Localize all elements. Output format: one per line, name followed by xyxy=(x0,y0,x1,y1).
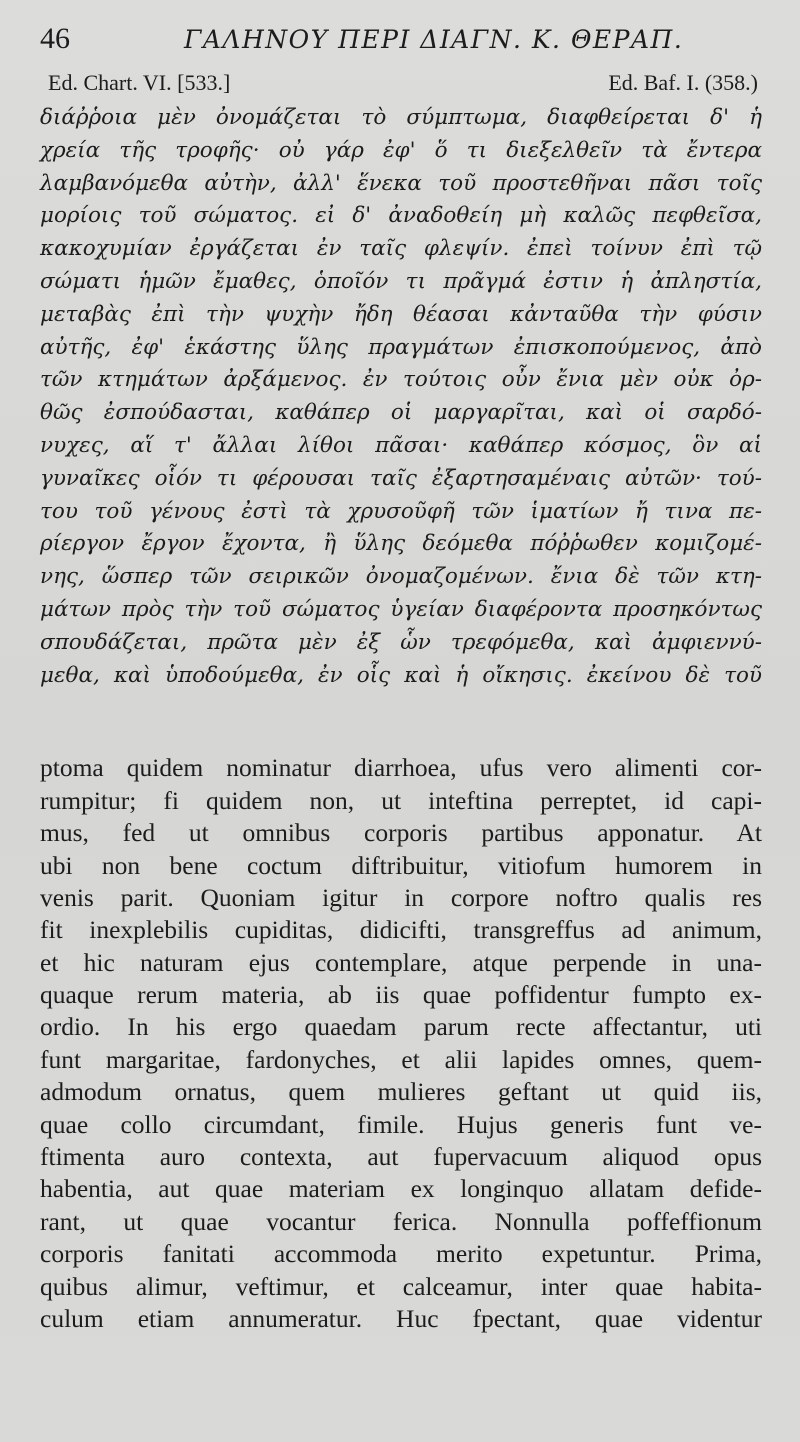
latin-text-line: habentia, aut quae materiam ex longinquo allatam defide- xyxy=(40,1174,762,1204)
latin-text-line: ordio. In his ergo quaedam parum recte affectantur, uti xyxy=(40,1012,762,1042)
greek-text-line: νης, ὥσπερ τῶν σειρικῶν ὀνομαζομένων. ἔνια δὲ τῶν κτη- xyxy=(40,564,762,590)
section-gap xyxy=(40,692,762,752)
greek-text-line: μάτων πρὸς τὴν τοῦ σώματος ὑγείαν διαφέροντα προσηκόντως xyxy=(40,596,762,622)
edition-reference-line xyxy=(40,70,762,100)
greek-text-line: μορίοις τοῦ σώματος. εἰ δ' ἀναδοθείη μὴ καλῶς πεφθεῖσα, xyxy=(40,203,762,229)
latin-text-line: venis parit. Quoniam igitur in corpore noftro qualis res xyxy=(40,882,762,912)
greek-text-line: λαμβανόμεθα αὐτὴν, ἀλλ' ἕνεκα τοῦ προστεθῆναι πᾶσι τοῖς xyxy=(40,170,762,196)
greek-text-line: του τοῦ γένους ἐστὶ τὰ χρυσοῦφῆ τῶν ἱματίων ἤ τινα πε- xyxy=(40,498,762,524)
latin-text-line: mus, fed ut omnibus corporis partibus apponatur. At xyxy=(40,818,762,848)
latin-text-line: quae collo circumdant, fimile. Hujus generis funt ve- xyxy=(40,1109,762,1139)
running-head xyxy=(40,22,762,66)
edition-reference-right: Ed. Baf. I. (358.) xyxy=(608,70,758,95)
latin-text-line: funt margaritae, fardonyches, et alii lapides omnes, quem- xyxy=(40,1044,762,1074)
greek-text-line: αὐτῆς, ἐφ' ἑκάστης ὕλης πραγμάτων ἐπισκοπούμενος, ἀπὸ xyxy=(40,334,762,360)
greek-text-block xyxy=(40,102,762,692)
greek-text-line: χρεία τῆς τροφῆς· οὐ γάρ ἐφ' ὅ τι διεξελθεῖν τὰ ἔντερα xyxy=(40,137,762,163)
greek-text-line: σπουδάζεται, πρῶτα μὲν ἐξ ὧν τρεφόμεθα, καὶ ἀμφιεννύ- xyxy=(40,629,762,655)
running-title: ΓΑΛΗΝΟΥ ΠΕΡΙ ΔΙΑΓΝ. Κ. ΘΕΡΑΠ. xyxy=(184,25,684,54)
greek-text-line: μεθα, καὶ ὑποδούμεθα, ἐν οἷς καὶ ἡ οἴκησις. ἐκείνου δὲ τοῦ xyxy=(40,662,762,688)
greek-text-line: γυναῖκες οἷόν τι φέρουσαι ταῖς ἐξαρτησαμέναις αὐτῶν· τού- xyxy=(40,465,762,491)
greek-text-line: κακοχυμίαν ἐργάζεται ἐν ταῖς φλεψίν. ἐπεὶ τοίνυν ἐπὶ τῷ xyxy=(40,236,762,262)
latin-text-line: corporis fanitati accommoda merito expetuntur. Prima, xyxy=(40,1239,762,1269)
greek-text-line: ρίεργον ἔργον ἔχοντα, ἢ ὕλης δεόμεθα πόῤῥωθεν κομιζομέ- xyxy=(40,531,762,557)
page-number: 46 xyxy=(40,22,70,55)
latin-text-line: ftimenta auro contexta, aut fupervacuum aliquod opus xyxy=(40,1142,762,1172)
latin-text-line: fit inexplebilis cupiditas, didicifti, transgreffus ad animum, xyxy=(40,915,762,945)
latin-text-line: quibus alimur, veftimur, et calceamur, inter quae habita- xyxy=(40,1271,762,1301)
greek-text-line: διάῤῥοια μὲν ὀνομάζεται τὸ σύμπτωμα, διαφθείρεται δ' ἡ xyxy=(40,105,762,130)
latin-text-line: ubi non bene coctum diftribuitur, vitiofum humorem in xyxy=(40,850,762,880)
latin-text-line: quaque rerum materia, ab iis quae poffidentur fumpto ex- xyxy=(40,980,762,1010)
latin-text-line: rumpitur; fi quidem non, ut inteftina perreptet, id capi- xyxy=(40,785,762,815)
latin-text-line: ptoma quidem nominatur diarrhoea, ufus vero alimenti cor- xyxy=(40,753,762,783)
latin-text-line: et hic naturam ejus contemplare, atque perpende in una- xyxy=(40,947,762,977)
latin-text-block xyxy=(40,752,762,1335)
greek-text-line: θῶς ἐσπούδασται, καθάπερ οἱ μαργαρῖται, καὶ οἱ σαρδό- xyxy=(40,400,762,426)
latin-text-line: rant, ut quae vocantur ferica. Nonnulla poffeffionum xyxy=(40,1206,762,1236)
greek-text-line: τῶν κτημάτων ἀρξάμενος. ἐν τούτοις οὖν ἔνια μὲν οὐκ ὀρ- xyxy=(40,367,762,393)
greek-text-line: νυχες, αἵ τ' ἄλλαι λίθοι πᾶσαι· καθάπερ κόσμος, ὃν αἱ xyxy=(40,432,762,458)
latin-text-line: culum etiam annumeratur. Huc fpectant, quae videntur xyxy=(40,1303,762,1333)
edition-reference-left: Ed. Chart. VI. [533.] xyxy=(48,70,231,95)
greek-text-line: σώματι ἡμῶν ἔμαθες, ὁποῖόν τι πρᾶγμά ἐστιν ἡ ἀπληστία, xyxy=(40,268,762,294)
greek-text-line: μεταβὰς ἐπὶ τὴν ψυχὴν ἤδη θέασαι κἀνταῦθα τὴν φύσιν xyxy=(40,301,762,327)
latin-text-line: admodum ornatus, quem mulieres geftant ut quid iis, xyxy=(40,1077,762,1107)
